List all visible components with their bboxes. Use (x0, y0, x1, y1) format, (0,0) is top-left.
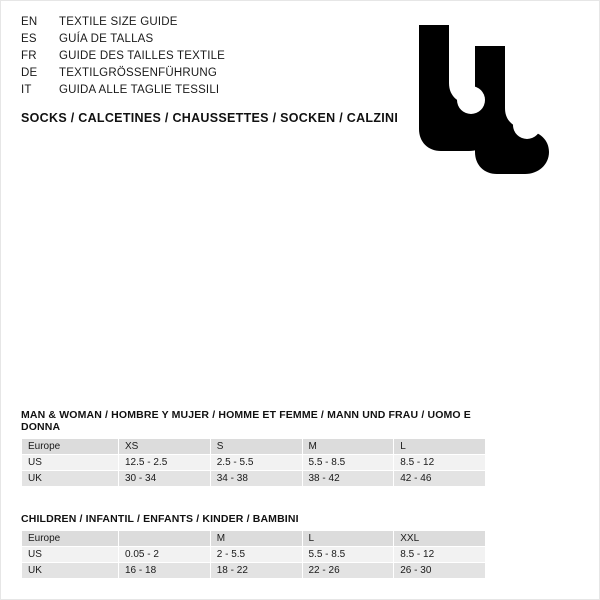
header-cell-l: L (394, 439, 486, 455)
cell-uk-xs: 30 - 34 (119, 471, 211, 487)
cell-us-xs: 12.5 - 2.5 (119, 455, 211, 471)
cell-uk-c2: 18 - 22 (210, 563, 302, 579)
language-code-en: EN (21, 16, 38, 28)
table-header-row (22, 439, 486, 455)
adults-table-title: MAN & WOMAN / HOMBRE Y MUJER / HOMME ET FEMME / MANN UND FRAU / UOMO E DONNA (21, 409, 471, 433)
language-code-fr: FR (21, 50, 37, 62)
children-size-table-wrap (21, 513, 486, 579)
language-row-de (21, 67, 361, 84)
language-text-es: GUÍA DE TALLAS (59, 33, 154, 45)
language-row-fr (21, 50, 361, 67)
language-list (21, 16, 361, 101)
socks-illustration (409, 19, 569, 174)
row-label-us: US (22, 455, 119, 471)
header-cell-m: M (210, 531, 302, 547)
cell-us-s: 2.5 - 5.5 (210, 455, 302, 471)
row-label-uk: UK (22, 563, 119, 579)
language-code-it: IT (21, 84, 32, 96)
cell-us-c3: 5.5 - 8.5 (302, 547, 394, 563)
language-text-fr: GUIDE DES TAILLES TEXTILE (59, 50, 226, 62)
language-row-en (21, 16, 361, 33)
category-title: SOCKS / CALCETINES / CHAUSSETTES / SOCKEN / CALZINI (21, 111, 399, 125)
cell-us-c1: 0.05 - 2 (119, 547, 211, 563)
language-row-it (21, 84, 361, 101)
table-row (22, 563, 486, 579)
cell-uk-m: 38 - 42 (302, 471, 394, 487)
cell-uk-s: 34 - 38 (210, 471, 302, 487)
children-table-title: CHILDREN / INFANTIL / ENFANTS / KINDER / BAMBINI (21, 513, 299, 525)
cell-uk-c4: 26 - 30 (394, 563, 486, 579)
cell-uk-l: 42 - 46 (394, 471, 486, 487)
cell-us-c4: 8.5 - 12 (394, 547, 486, 563)
cell-us-m: 5.5 - 8.5 (302, 455, 394, 471)
header-cell-blank (119, 531, 211, 547)
adults-size-table-wrap (21, 409, 486, 487)
table-row (22, 455, 486, 471)
sock-back-shape (475, 46, 549, 174)
header-cell-region: Europe (22, 439, 119, 455)
language-text-en: TEXTILE SIZE GUIDE (59, 16, 178, 28)
row-label-us: US (22, 547, 119, 563)
header-cell-l: L (302, 531, 394, 547)
language-text-de: TEXTILGRÖSSENFÜHRUNG (59, 67, 217, 79)
table-header-row (22, 531, 486, 547)
language-row-es (21, 33, 361, 50)
table-row (22, 547, 486, 563)
header-cell-m: M (302, 439, 394, 455)
language-code-de: DE (21, 67, 38, 79)
header-cell-region: Europe (22, 531, 119, 547)
cell-us-l: 8.5 - 12 (394, 455, 486, 471)
language-text-it: GUIDA ALLE TAGLIE TESSILI (59, 84, 220, 96)
header-cell-xs: XS (119, 439, 211, 455)
adults-size-table (21, 438, 486, 487)
header-cell-s: S (210, 439, 302, 455)
cell-us-c2: 2 - 5.5 (210, 547, 302, 563)
cell-uk-c3: 22 - 26 (302, 563, 394, 579)
cell-uk-c1: 16 - 18 (119, 563, 211, 579)
table-row (22, 471, 486, 487)
row-label-uk: UK (22, 471, 119, 487)
header-cell-xxl: XXL (394, 531, 486, 547)
language-code-es: ES (21, 33, 37, 45)
children-size-table (21, 530, 486, 579)
